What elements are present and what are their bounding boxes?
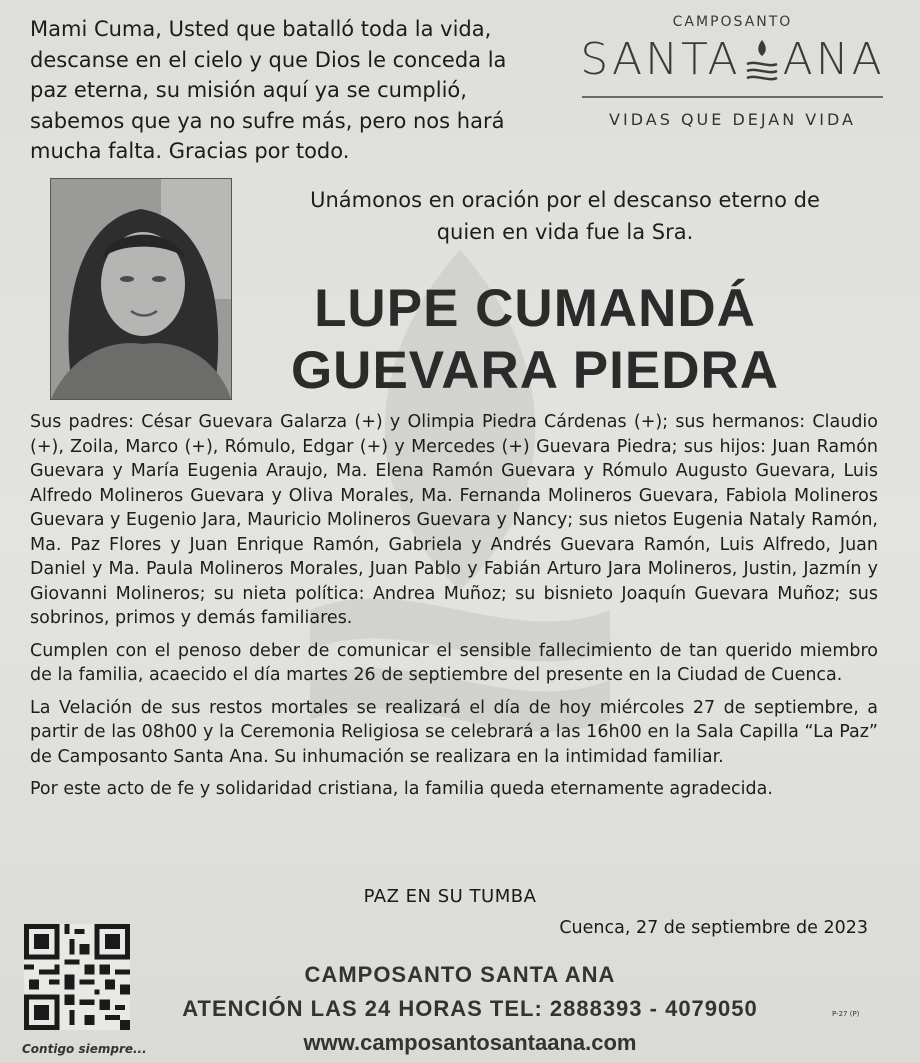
- closing-line: PAZ EN SU TUMBA: [363, 886, 537, 907]
- logo-divider: [582, 96, 883, 98]
- deceased-photo: [50, 178, 232, 400]
- camposanto-logo: [580, 14, 885, 129]
- ceremony-paragraph: La Velación de sus restos mortales se realizará el día de hoy miércoles 27 de septiembre, a partir de las 08h00 y la Ceremonia Religiosa se celebrará a las 16h00 en la Sala Capilla “La Paz” de Camposanto Santa Ana. Su inhumación se realizara en la intimidad familiar.: [30, 697, 878, 767]
- prayer-text: Unámonos en oración por el descanso eterno de quien en vida fue la Sra.: [310, 188, 820, 244]
- logo-main-right: ANA: [782, 34, 885, 85]
- intro-message: Mami Cuma, Usted que batalló toda la vida, descanse en el cielo y que Dios le conceda la paz eterna, su misión aquí ya se cumplió, sabemos que ya no sufre más, pero nos hará mucha falta. Gracias por todo.: [30, 17, 507, 163]
- footer-phone-line: ATENCIÓN LAS 24 HORAS TEL: 2888393 - 4079050: [182, 996, 758, 1021]
- name-line-1: LUPE CUMANDÁ: [314, 279, 756, 338]
- obituary-body: [30, 410, 878, 802]
- logo-main: [580, 32, 885, 88]
- thanks-paragraph: Por este acto de fe y solidaridad cristiana, la familia queda eternamente agradecida.: [30, 779, 773, 799]
- ad-code: P-27 (P): [832, 1010, 860, 1018]
- family-paragraph: Sus padres: César Guevara Galarza (+) y Olimpia Piedra Cárdenas (+); sus hermanos: Claudio (+), Zoila, Marco (+), Rómulo, Edgar (+) y Mercedes (+) Guevara Piedra; sus hijos: Juan Ramón Guevara y María Eugenia Araujo, Ma. Elena Ramón Guevara y Rómulo Augusto Guevara, Luis Alfredo Molineros Guevara y Oliva Morales, Ma. Fernanda Molineros Guevara, Fabiola Molineros Guevara y Eugenio Jara, Mauricio Molineros Guevara y Nancy; sus nietos Eugenia Nataly Ramón, Ma. Paz Flores y Juan Enrique Ramón, Gabriela y Andrés Guevara Ramón, Luis Alfredo, Juan Daniel y Ma. Paula Molineros Morales, Juan Pablo y Fabián Arturo Jara Molineros, Justin, Jazmín y Giovanni Molineros; su nieta política: Andrea Muñoz; su bisnieto Joaquín Guevara Muñoz; sus sobrinos, primos y demás familiares.: [30, 412, 878, 628]
- name-line-2: GUEVARA PIEDRA: [290, 341, 780, 400]
- footer-website-link[interactable]: www.camposantosantaana.com: [303, 1030, 637, 1055]
- deceased-name: [235, 278, 835, 402]
- flame-waves-icon: [745, 38, 779, 82]
- logo-top-text: CAMPOSANTO: [672, 14, 793, 30]
- qr-caption: Contigo siempre...: [22, 1042, 147, 1056]
- qr-code-icon[interactable]: [24, 924, 130, 1030]
- footer-company-name: CAMPOSANTO SANTA ANA: [304, 962, 616, 987]
- logo-main-left: SANTA: [580, 34, 741, 85]
- date-line: Cuenca, 27 de septiembre de 2023: [559, 918, 868, 938]
- logo-tagline: VIDAS QUE DEJAN VIDA: [609, 110, 856, 129]
- announcement-paragraph: Cumplen con el penoso deber de comunicar el sensible fallecimiento de tan querido miembro de la familia, acaecido el día martes 26 de septiembre del presente en la Ciudad de Cuenca.: [30, 640, 878, 685]
